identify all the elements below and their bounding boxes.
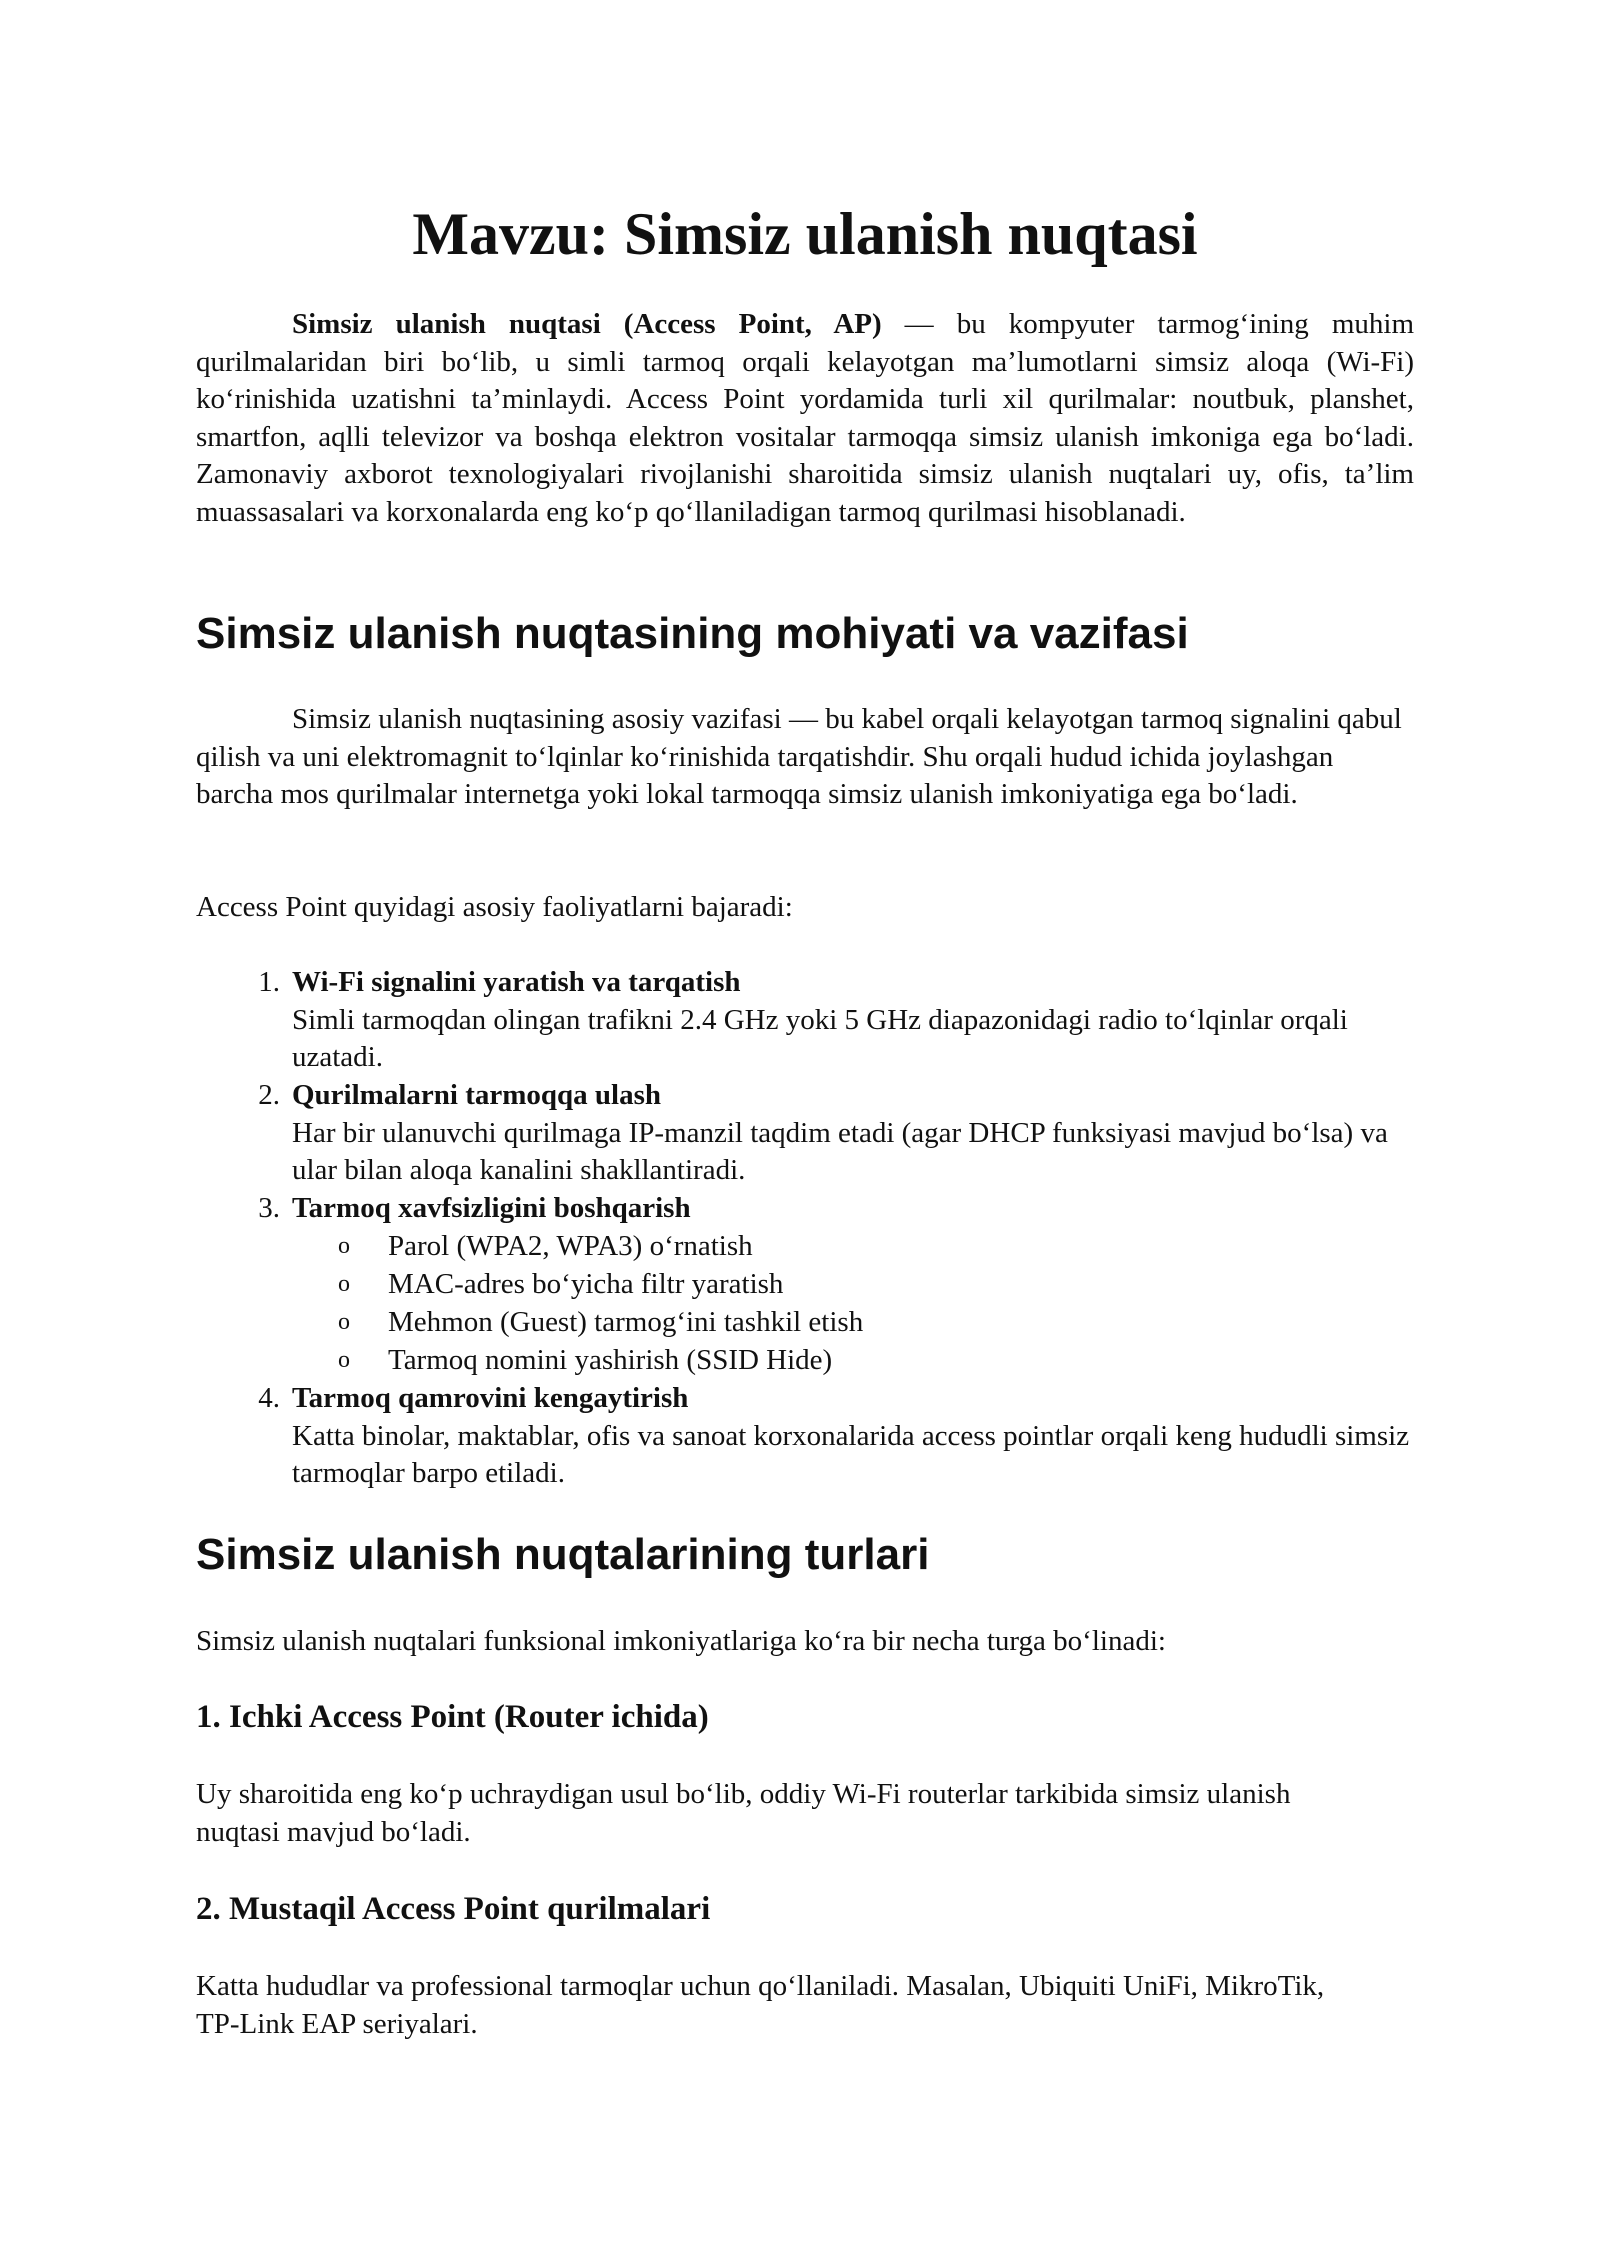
list-item-title: Wi-Fi signalini yaratish va tarqatish <box>292 966 741 998</box>
sub-list-item-text: MAC-adres bo‘yicha filtr yaratish <box>388 1268 784 1300</box>
list-item-description: Simli tarmoqdan olingan trafikni 2.4 GHz yoki 5 GHz diapazonidagi radio to‘lqinlar orqali uzatadi. <box>292 1003 1348 1073</box>
sub-list-item <box>338 1266 784 1304</box>
list-item <box>258 1077 1414 1190</box>
list-item-title: Tarmoq xavfsizligini boshqarish <box>292 1192 691 1224</box>
sub-list-item-text: Tarmoq nomini yashirish (SSID Hide) <box>388 1344 833 1376</box>
list-item <box>258 1380 1414 1493</box>
section2-heading: Simsiz ulanish nuqtalarining turlari <box>196 1530 930 1579</box>
sub-list-item <box>338 1342 833 1380</box>
bullet-icon: o <box>338 1347 350 1373</box>
sub-list-item-text: Parol (WPA2, WPA3) o‘rnatish <box>388 1230 753 1262</box>
list-number: 4. <box>258 1382 280 1414</box>
list-item-description: Har bir ulanuvchi qurilmaga IP-manzil taqdim etadi (agar DHCP funksiyasi mavjud bo‘lsa) va ular bilan aloqa kanalini shakllantiradi. <box>292 1116 1388 1186</box>
intro-text: — bu kompyuter tarmog‘ining muhim qurilmalaridan biri bo‘lib, u simli tarmoq orqali kelayotgan ma’lumotlarni simsiz aloqa (Wi-Fi) ko‘rinishida uzatishni ta’minlaydi. Access Point yordamida turli xil qurilmalar: noutbuk, planshet, smartfon, aqlli televizor va boshqa elektron vositalar tarmoqqa simsiz ulanish imkoniga ega bo‘ladi. Zamonaviy axborot texnologiyalari rivojlanishi sharoitida simsiz ulanish nuqtalari uy, ofis, ta’lim muassasalari va korxonalarda eng ko‘p qo‘llaniladigan tarmoq qurilmasi hisoblanadi. <box>196 308 1414 528</box>
list-item <box>258 964 1414 1077</box>
section1-list-intro: Access Point quyidagi asosiy faoliyatlarni bajaradi: <box>196 891 793 923</box>
section2-intro: Simsiz ulanish nuqtalari funksional imkoniyatlariga ko‘ra bir necha turga bo‘linadi: <box>196 1625 1166 1657</box>
type1-heading: 1. Ichki Access Point (Router ichida) <box>196 1699 709 1735</box>
list-item-title: Tarmoq qamrovini kengaytirish <box>292 1382 689 1414</box>
type1-paragraph: Uy sharoitida eng ko‘p uchraydigan usul bo‘lib, oddiy Wi-Fi routerlar tarkibida simsiz ulanish nuqtasi mavjud bo‘ladi. <box>196 1778 1291 1848</box>
list-item-title: Qurilmalarni tarmoqqa ulash <box>292 1079 661 1111</box>
list-number: 1. <box>258 966 280 998</box>
intro-bold-lead: Simsiz ulanish nuqtasi (Access Point, AP) <box>292 308 882 340</box>
list-item <box>258 1190 1414 1228</box>
list-number: 3. <box>258 1192 280 1224</box>
intro-paragraph <box>196 306 1414 531</box>
type2-paragraph: Katta hududlar va professional tarmoqlar uchun qo‘llaniladi. Masalan, Ubiquiti UniFi, MikroTik, TP-Link EAP seriyalari. <box>196 1970 1325 2040</box>
list-number: 2. <box>258 1079 280 1111</box>
section1-paragraph: Simsiz ulanish nuqtasining asosiy vazifasi — bu kabel orqali kelayotgan tarmoq signalini qabul qilish va uni elektromagnit to‘lqinlar ko‘rinishida tarqatishdir. Shu orqali hudud ichida joylashgan barcha mos qurilmalar internetga yoki lokal tarmoqqa simsiz ulanish imkoniyatiga ega bo‘ladi. <box>196 703 1402 810</box>
bullet-icon: o <box>338 1233 350 1259</box>
bullet-icon: o <box>338 1309 350 1335</box>
bullet-icon: o <box>338 1271 350 1297</box>
sub-list-item <box>338 1304 864 1342</box>
page-title: Mavzu: Simsiz ulanish nuqtasi <box>412 201 1198 267</box>
type2-heading: 2. Mustaqil Access Point qurilmalari <box>196 1891 711 1927</box>
section1-heading: Simsiz ulanish nuqtasining mohiyati va vazifasi <box>196 609 1189 658</box>
sub-list-item <box>338 1228 753 1266</box>
sub-list-item-text: Mehmon (Guest) tarmog‘ini tashkil etish <box>388 1306 864 1338</box>
list-item-description: Katta binolar, maktablar, ofis va sanoat korxonalarida access pointlar orqali keng hududli simsiz tarmoqlar barpo etiladi. <box>292 1419 1410 1489</box>
